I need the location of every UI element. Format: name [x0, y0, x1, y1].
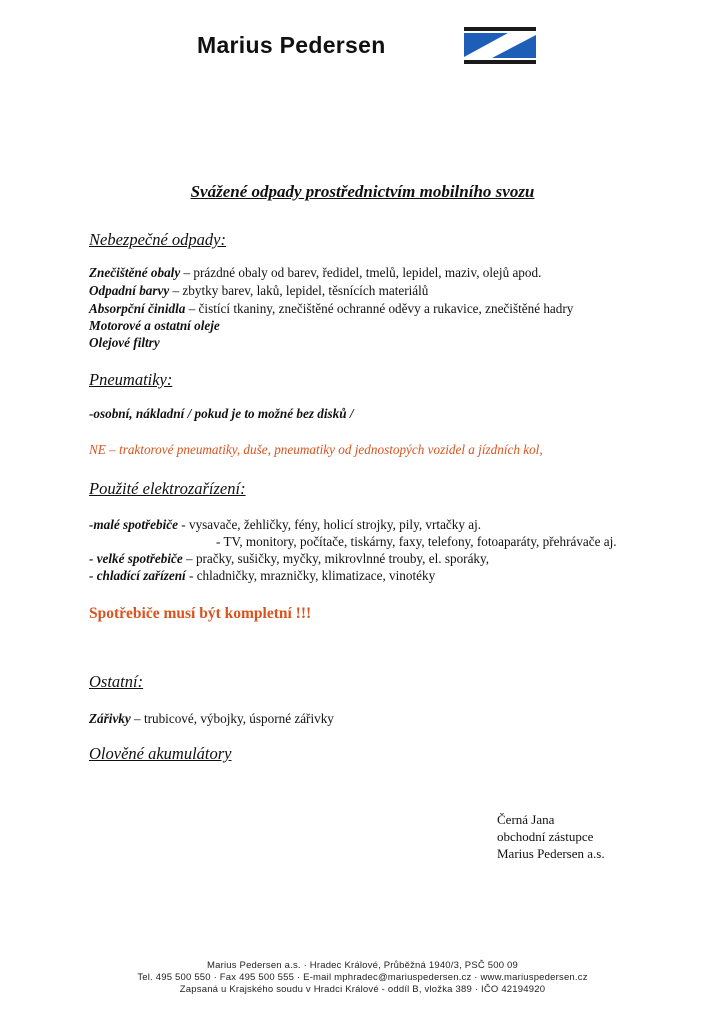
list-item: Absorpční činidla – čistící tkaniny, znečištěné ochranné oděvy a rukavice, znečištěné hadry [89, 301, 574, 316]
list-item: Olejové filtry [89, 335, 160, 350]
list-item: - TV, monitory, počítače, tiskárny, faxy, telefony, fotoaparáty, přehrávače aj. [216, 534, 617, 549]
signature-name: Černá Jana [497, 812, 555, 827]
footer-contact: Tel. 495 500 550 · Fax 495 500 555 · E-mail mphradec@mariuspedersen.cz · www.mariuspedersen.cz [137, 972, 588, 983]
signature-role: obchodní zástupce [497, 829, 594, 844]
list-item: - velké spotřebiče – pračky, sušičky, myčky, mikrovlnné trouby, el. sporáky, [89, 551, 490, 566]
footer-registration: Zapsaná u Krajského soudu v Hradci Králové - oddíl B, vložka 389 · IČO 42194920 [179, 984, 546, 995]
tires-not-allowed: NE – traktorové pneumatiky, duše, pneumatiky od jednostopých vozidel a jízdních kol, [89, 442, 543, 457]
heading-hazardous: Nebezpečné odpady: [89, 230, 226, 249]
heading-batteries: Olověné akumulátory [89, 744, 232, 763]
tires-allowed: -osobní, nákladní / pokud je to možné bez disků / [89, 406, 354, 421]
company-name: Marius Pedersen [197, 32, 386, 58]
list-item: Znečištěné obaly – prázdné obaly od barev, ředidel, tmelů, lepidel, maziv, olejů apod. [89, 265, 542, 280]
list-item: -malé spotřebiče - vysavače, žehličky, fény, holicí strojky, pily, vrtačky aj. [89, 517, 482, 532]
company-logo-icon [464, 27, 536, 64]
footer-address: Marius Pedersen a.s. · Hradec Králové, Průběžná 1940/3, PSČ 500 09 [206, 960, 519, 971]
list-item: Odpadní barvy – zbytky barev, laků, lepidel, těsnících materiálů [89, 283, 429, 298]
warning-text: Spotřebiče musí být kompletní !!! [89, 605, 312, 622]
list-item: Zářivky – trubicové, výbojky, úsporné zářivky [89, 711, 334, 726]
document-title: Svážené odpady prostřednictvím mobilního svozu [190, 182, 535, 201]
heading-other: Ostatní: [89, 672, 144, 691]
heading-electro: Použité elektrozařízení: [89, 479, 246, 498]
heading-tires: Pneumatiky: [89, 370, 173, 389]
list-item: Motorové a ostatní oleje [89, 318, 220, 333]
signature-company: Marius Pedersen a.s. [497, 846, 605, 861]
list-item: - chladící zařízení - chladničky, mrazničky, klimatizace, vinotéky [89, 568, 436, 583]
